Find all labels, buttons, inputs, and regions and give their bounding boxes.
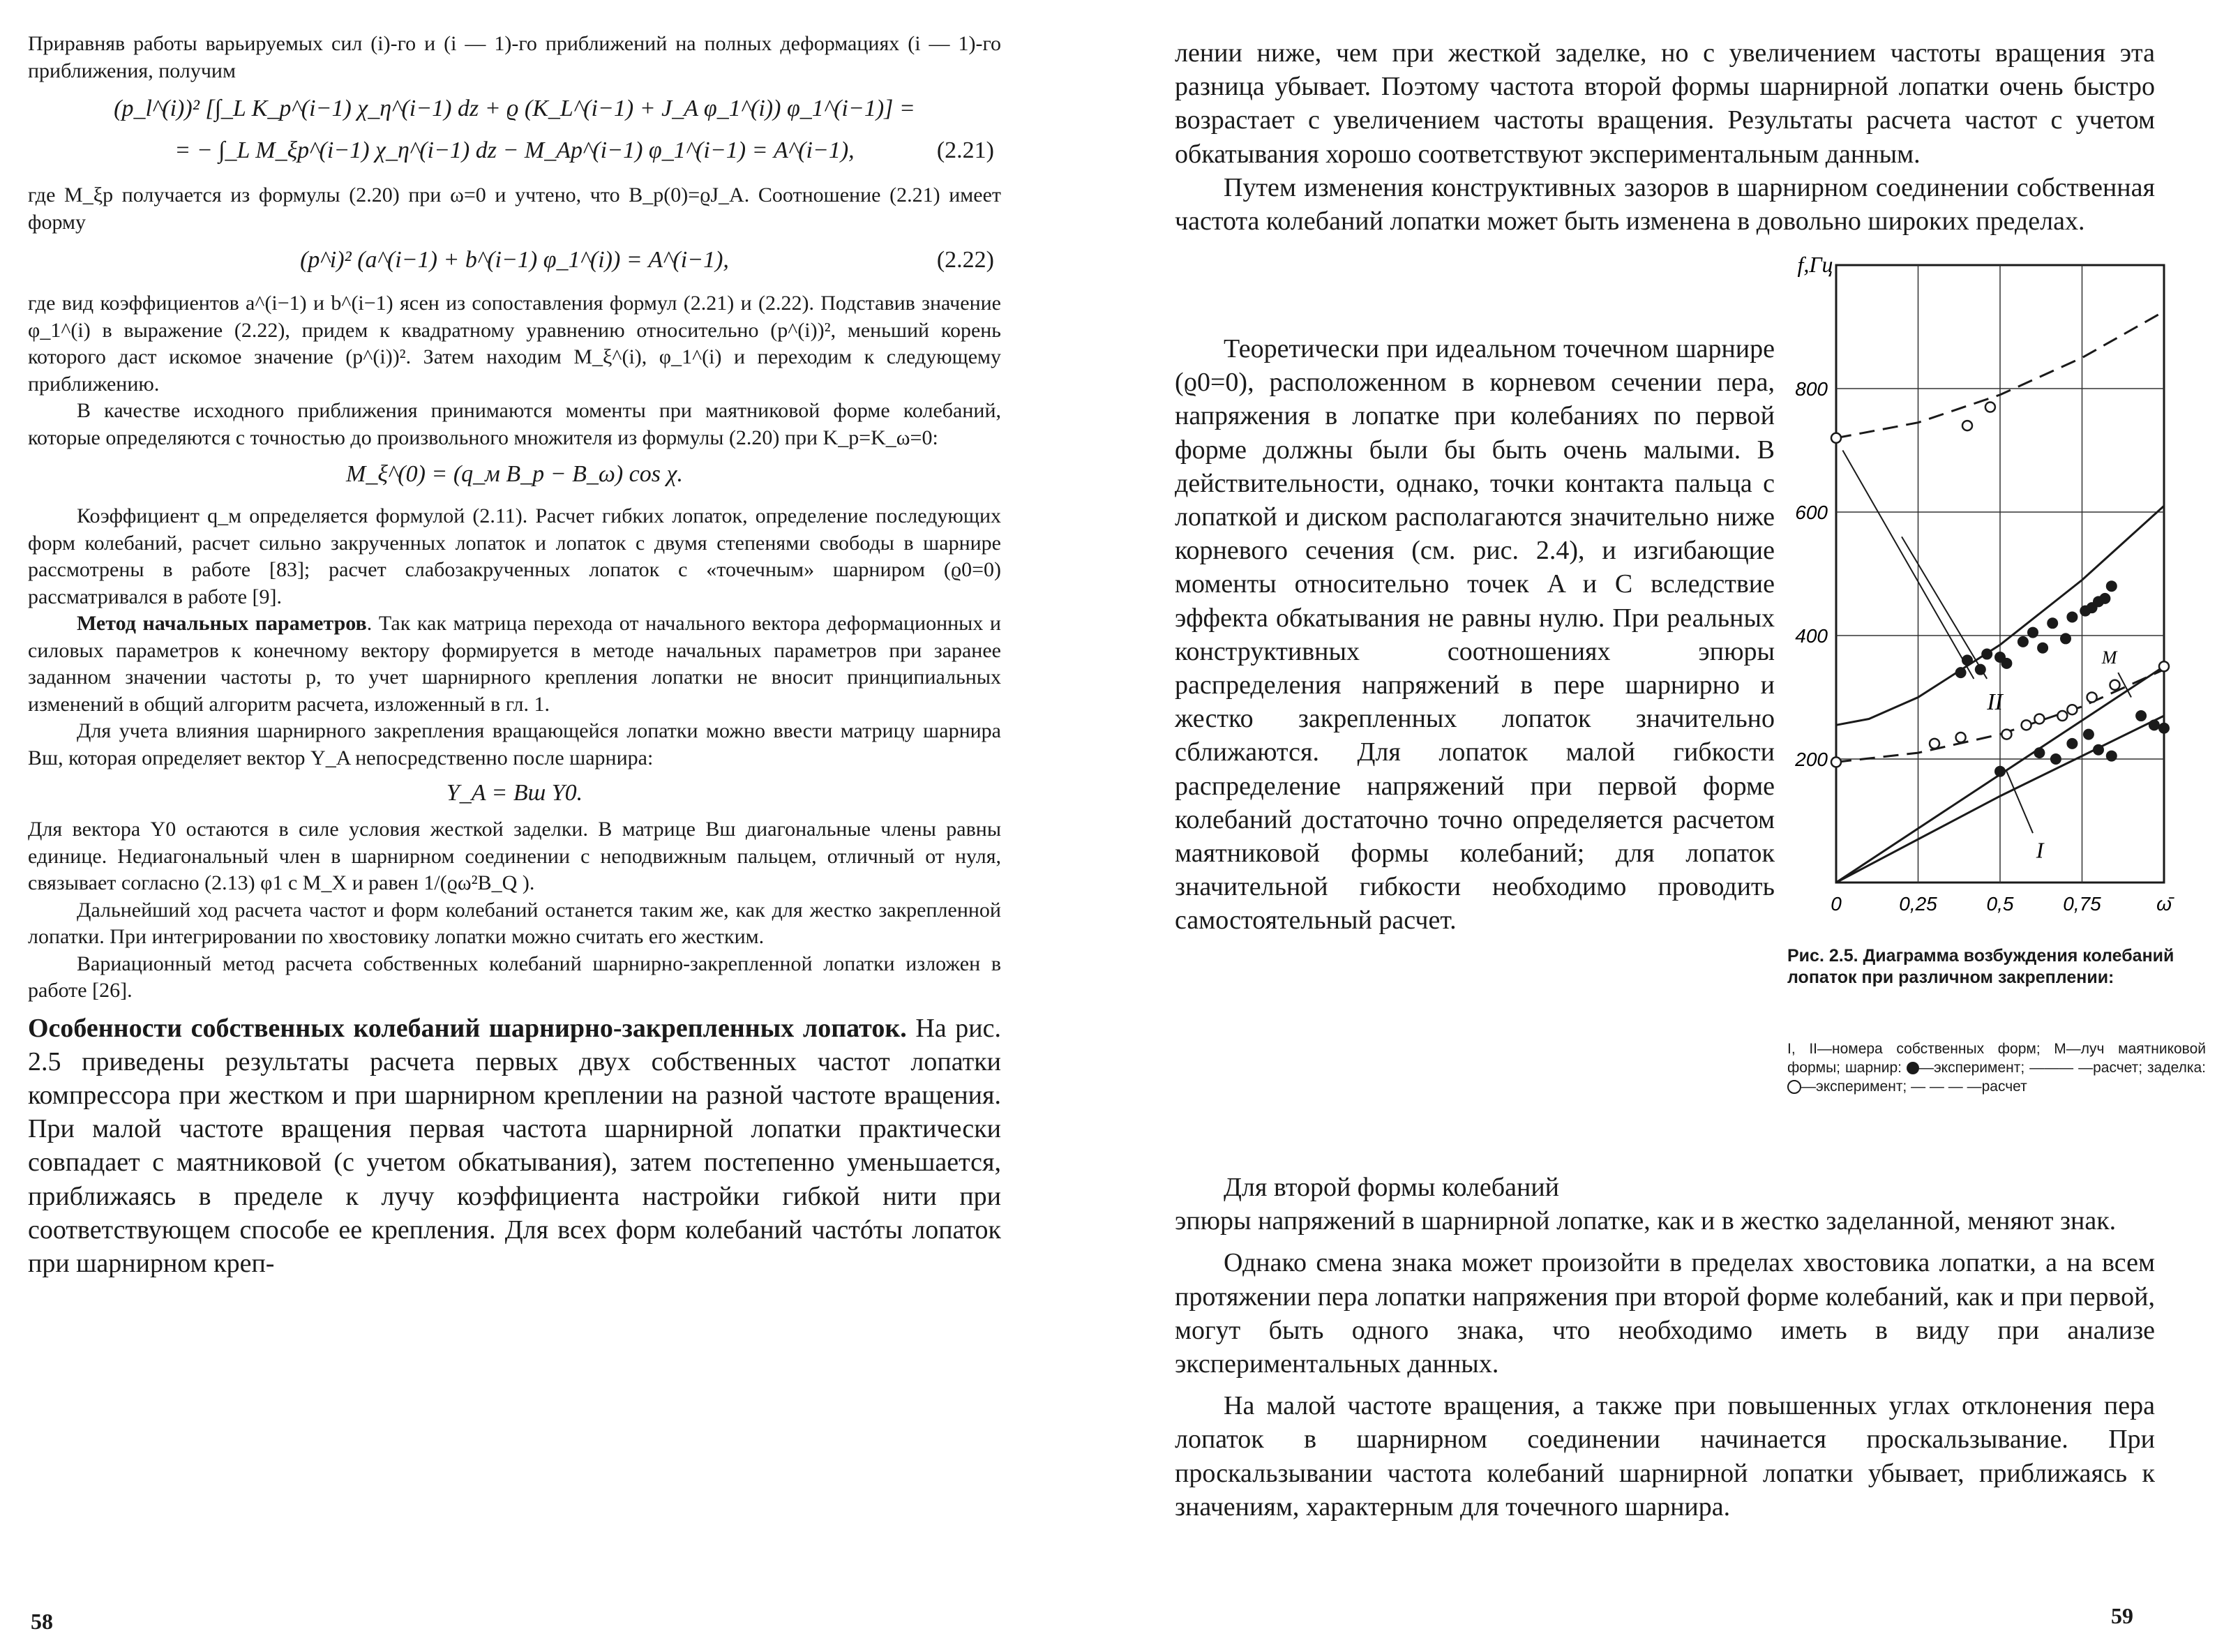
- legend-text: —эксперимент; — — — —расчет: [1801, 1079, 2027, 1095]
- equation-hinge-matrix: [28, 776, 1001, 811]
- equation-initial-moment: [28, 457, 1001, 492]
- section-title: Особенности собственных колебаний шарнирно-закрепленных лопаток.: [28, 1013, 907, 1043]
- legend-text: I, II—номера собственных форм; M—луч маятниковой формы; шарнир:: [1787, 1041, 2206, 1076]
- figure-caption: Рис. 2.5. Диаграмма возбуждения колебаний лопаток при различном закреплении:: [1787, 946, 2174, 987]
- equation-number: (2.21): [936, 137, 994, 163]
- paragraph: где вид коэффициентов a^(i−1) и b^(i−1) ясен из сопоставления формул (2.21) и (2.22). Подставив значение φ_1^(i) в выражение (2.22), придем к квадратному уравнению относительно (p^(i))², меньший корень которого даст искомое значение (p^(i))². Затем находим M_ξ^(i), φ_1^(i) и переходим к следующему приближению.: [28, 292, 1001, 396]
- data-point-fixed: [2159, 661, 2169, 671]
- x-tick-label: 0,75: [2063, 893, 2101, 914]
- left-column: [28, 31, 1001, 1280]
- right-page: [1112, 0, 2224, 1652]
- section-title: Метод начальных параметров: [77, 612, 367, 635]
- label-I: I: [2036, 837, 2044, 863]
- y-tick-label: 600: [1795, 502, 1828, 523]
- paragraph: лении ниже, чем при жесткой заделке, но с увеличением частоты вращения эта разница убывает. Поэтому частота второй формы шарнирной лопатки очень быстро возрастает с увеличением частоты вращения. Результаты расчета частот с учетом обкатывания хорошо соответствуют экспериментальным данным.: [1175, 38, 2155, 169]
- data-point-fixed: [1962, 421, 1972, 430]
- equation-text: (p_l^(i))² [∫_L K_p^(i−1) χ_η^(i−1) dz + ϱ (K_L^(i−1) + J_A φ_1^(i)) φ_1^(i−1)] =: [114, 96, 915, 121]
- paragraph: Коэффициент q_м определяется формулой (2.11). Расчет гибких лопаток, определение последующих форм колебаний, расчет сильно закрученных лопаток и лопаток с двумя степенями свободы в шарнире рассмотрены в работе [83]; расчет слабозакрученных лопаток с «точечным» шарниром (ϱ0=0) рассматривался в работе [9].: [28, 504, 1001, 608]
- data-point-hinge: [1981, 649, 1992, 660]
- excitation-diagram: [1787, 244, 2206, 914]
- paragraph: Приравняв работы варьируемых сил (i)-го и (i — 1)-го приближений на полных деформациях (i — 1)-го приближения, получим: [28, 32, 1001, 82]
- right-column-narrow: [1175, 202, 1775, 938]
- filled-dot-icon: [1907, 1062, 1919, 1074]
- data-point-fixed: [2067, 705, 2077, 714]
- data-point-hinge: [2066, 611, 2078, 622]
- data-point-fixed: [2087, 693, 2097, 703]
- paragraph-text: . Так как матрица перехода от начального вектора деформационных и силовых параметров к конечному вектору формируется в методе начальных параметров при заранее заданном значении частоты p, то учет шарнирного крепления лопатки не вносит принципиальных изменений в общий алгоритм расчета, изложенный в гл. 1.: [28, 612, 1001, 716]
- equation-text: (p^i)² (a^(i−1) + b^(i−1) φ_1^(i)) = A^(i−1),: [300, 247, 729, 273]
- x-tick-label: ω̄: [2156, 893, 2172, 914]
- data-point-hinge: [2149, 719, 2160, 730]
- data-point-hinge: [2060, 633, 2071, 644]
- paragraph: Однако смена знака может произойти в пределах хвостовика лопатки, а на всем протяжении пера лопатки напряжения при второй форме колебаний, как и при первой, могут быть одного знака, что необходимо иметь в виду при анализе экспериментальных данных.: [1175, 1248, 2155, 1379]
- page-number: 58: [31, 1609, 53, 1634]
- paragraph: Вариационный метод расчета собственных колебаний шарнирно-закрепленной лопатки изложен в работе [26].: [28, 952, 1001, 1002]
- data-point-hinge: [2106, 751, 2117, 762]
- paragraph: эпюры напряжений в шарнирной лопатке, как и в жестко заделанной, меняют знак.: [1175, 1206, 2117, 1236]
- data-point-hinge: [2001, 658, 2012, 669]
- y-tick-label: 800: [1795, 378, 1828, 400]
- data-point-fixed: [1985, 403, 1995, 412]
- x-tick-label: 0,5: [1986, 893, 2014, 914]
- leader-line-II: [1902, 536, 1987, 679]
- paragraph: [28, 1012, 1001, 1281]
- data-point-hinge: [1994, 766, 2006, 777]
- data-point-hinge: [2027, 627, 2038, 638]
- x-tick-label: 0: [1831, 893, 1842, 914]
- y-axis-label: f,Гц: [1797, 252, 1833, 277]
- leader-line-I: [2006, 772, 2033, 834]
- figure-legend: [1787, 1039, 2206, 1096]
- equation-2-21-line-1: [28, 91, 1001, 126]
- data-point-hinge: [2099, 593, 2110, 604]
- y-tick-label: 400: [1795, 625, 1828, 647]
- data-point-hinge: [1955, 667, 1967, 678]
- data-point-fixed: [1831, 757, 1841, 767]
- data-point-fixed: [1930, 739, 1939, 749]
- data-point-hinge: [2093, 744, 2104, 756]
- equation-text: M_ξ^(0) = (q_м B_p − B_ω) cos χ.: [346, 461, 683, 487]
- data-point-hinge: [2083, 729, 2094, 740]
- paragraph-text: На рис. 2.5 приведены результаты расчета первых двух собственных частот лопатки компрессора при жестком и при шарнирном креплении на разной частоте вращения. При малой частоте вращения первая частота шарнирной лопатки практически совпадает с маятниковой (с учетом обкатывания), затем постепенно уменьшается, приближаясь в пределе к лучу коэффициента настройки гибкой нити при соответствующем способе ее крепления. Для всех форм колебаний частóты лопаток при шарнирном креп-: [28, 1013, 1001, 1278]
- paragraph: Путем изменения конструктивных зазоров в шарнирном соединении собственная частота колебаний лопатки может быть изменена в довольно широких пределах.: [1175, 172, 2155, 236]
- label-II: II: [1987, 689, 2003, 716]
- y-tick-label: 200: [1795, 749, 1828, 770]
- paragraph: [28, 610, 1001, 718]
- data-point-hinge: [2018, 636, 2029, 647]
- paragraph: Для учета влияния шарнирного закрепления вращающейся лопатки можно ввести матрицу шарнира Bш, которая определяет вектор Y_A непосредственно после шарнира:: [28, 719, 1001, 769]
- equation-number: (2.22): [936, 247, 994, 273]
- data-point-hinge: [2037, 643, 2048, 654]
- data-point-hinge: [2135, 710, 2147, 721]
- data-point-fixed: [2034, 714, 2044, 723]
- data-point-fixed: [2110, 680, 2120, 690]
- data-point-hinge: [2047, 617, 2058, 629]
- data-point-fixed: [1831, 433, 1841, 443]
- paragraph: Дальнейший ход расчета частот и форм колебаний останется таким же, как для жестко закрепленной лопатки. При интегрировании по хвостовику лопатки можно считать его жестким.: [28, 898, 1001, 948]
- data-point-hinge: [2066, 738, 2078, 749]
- leader-line-II: [1842, 451, 1974, 679]
- right-column-bottom: [1175, 1171, 2155, 1524]
- data-point-fixed: [2001, 730, 2011, 739]
- data-point-fixed: [2057, 711, 2067, 721]
- data-point-fixed: [1956, 733, 1966, 742]
- figure-2-5: [1787, 244, 2206, 914]
- data-point-hinge: [2106, 580, 2117, 592]
- paragraph: В качестве исходного приближения принимаются моменты при маятниковой форме колебаний, которые определяются с точностью до произвольного множителя из формулы (2.20) при K_p=K_ω=0:: [28, 399, 1001, 449]
- equation-2-21-line-2: [28, 133, 1001, 168]
- data-point-fixed: [2022, 720, 2031, 730]
- paragraph: Для вектора Y0 остаются в силе условия жесткой заделки. В матрице Bш диагональные члены равны единице. Недиагональный член в шарнирном соединении с неподвижным пальцем, отличный от нуля, связывает согласно (2.13) φ1 с M_X и равен 1/(ϱω²B_Q ).: [28, 818, 1001, 894]
- open-dot-icon: [1787, 1080, 1801, 1094]
- equation-2-22: [28, 243, 1001, 278]
- data-point-hinge: [2034, 747, 2045, 758]
- paragraph: На малой частоте вращения, а также при повышенных углах отклонения пера лопаток в шарнирном соединении начинается проскальзывание. При проскальзывании частота колебаний шарнирной лопатки убывает, приближаясь к значениям, характерным для точечного шарнира.: [1175, 1391, 2155, 1522]
- paragraph: Теоретически при идеальном точечном шарнире (ϱ0=0), расположенном в корневом сечении пера, напряжения в лопатке при колебаниях по первой форме должны были бы быть очень малыми. В действительности, однако, точки контакта пальца с лопаткой и диском располагаются значительно ниже корневого сечения (см. рис. 2.4), и изгибающие моменты относительно точек A и C вследствие эффекта обкатывания не равны нулю. При реальных конструктивных соотношениях эпюры распределения напряжений в пере шарнирно и жестко закрепленных лопаток значительно сближаются. Для лопаток малой гибкости распределение напряжений при первой форме колебаний достаточно точно определяется расчетом маятниковой формы колебаний; для лопаток значительной гибкости необходимо проводить самостоятельный расчет.: [1175, 334, 1775, 936]
- legend-text: —эксперимент; ——— —расчет; заделка:: [1918, 1060, 2206, 1076]
- data-point-hinge: [2158, 723, 2170, 734]
- label-M: M: [2101, 647, 2117, 668]
- data-point-hinge: [2050, 753, 2061, 765]
- paragraph: где M_ξp получается из формулы (2.20) при ω=0 и учтено, что B_p(0)=ϱJ_A. Соотношение (2.21) имеет форму: [28, 183, 1001, 234]
- equation-text: Y_A = Bш Y0.: [446, 780, 583, 806]
- equation-text: = − ∫_L M_ξp^(i−1) χ_η^(i−1) dz − M_Ap^(i−1) φ_1^(i−1) = A^(i−1),: [174, 137, 855, 163]
- page-number: 59: [2111, 1603, 2133, 1628]
- x-tick-label: 0,25: [1899, 893, 1937, 914]
- paragraph: Для второй формы колебаний: [1224, 1173, 1559, 1202]
